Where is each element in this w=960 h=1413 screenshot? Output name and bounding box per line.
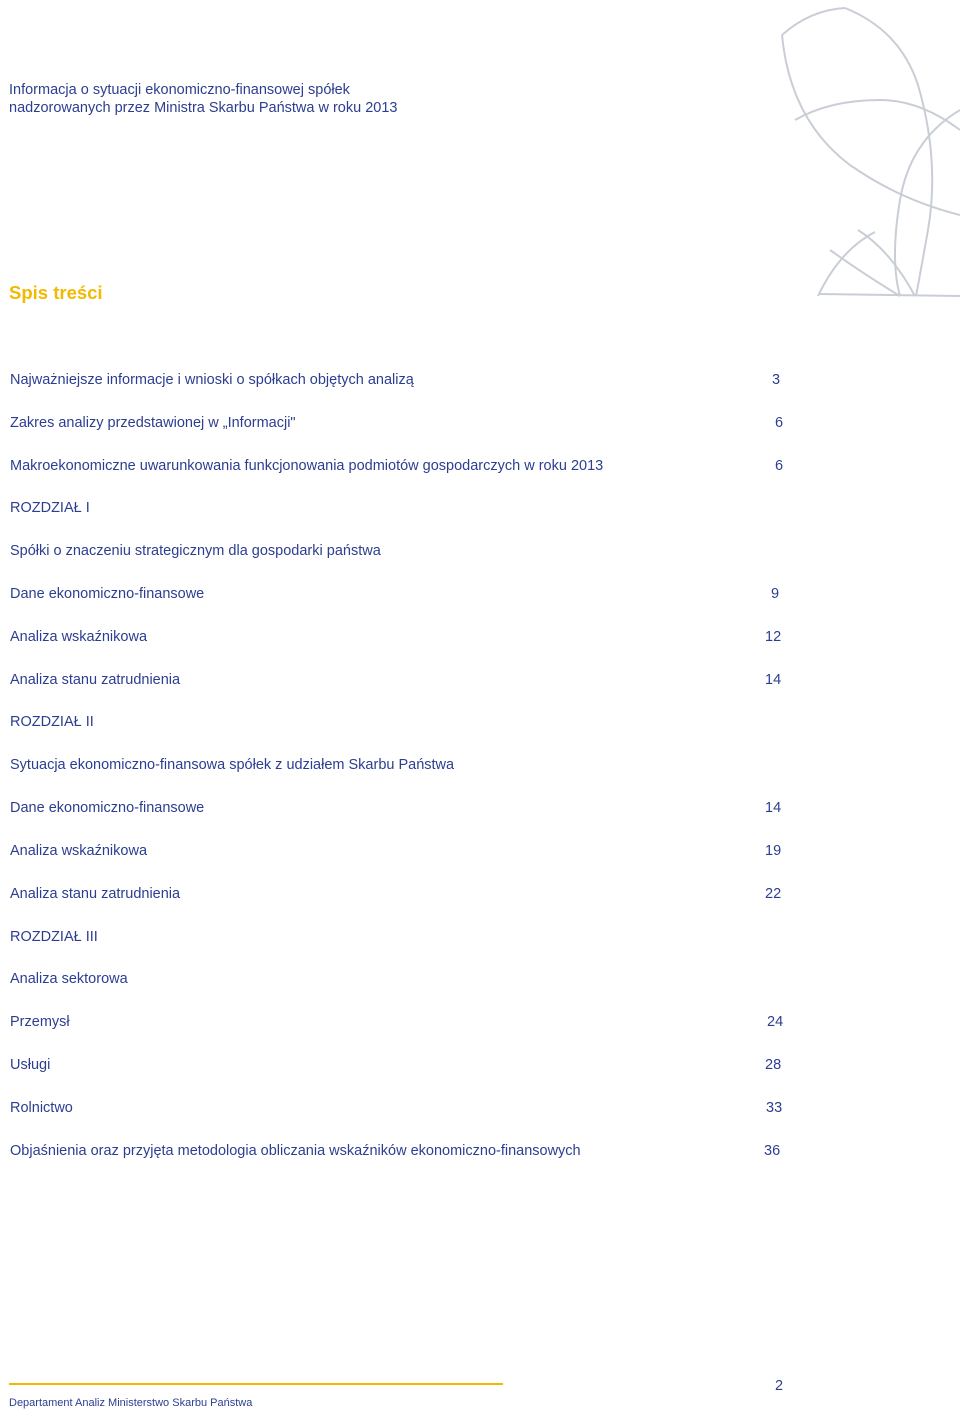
toc-chapter-title-label: Sytuacja ekonomiczno-finansowa spółek z udziałem Skarbu Państwa	[10, 757, 455, 773]
footer-department: Departament Analiz Ministerstwo Skarbu Państwa	[9, 1397, 253, 1409]
toc-entry-page: 22	[765, 886, 782, 902]
toc-entry-label: Przemysł	[10, 1014, 70, 1030]
toc-entry[interactable]	[10, 669, 810, 691]
toc-entry[interactable]	[10, 455, 810, 477]
toc-chapter-label: ROZDZIAŁ I	[10, 500, 90, 516]
toc-chapter-label: ROZDZIAŁ III	[10, 929, 98, 945]
toc-chapter-title-label: Analiza sektorowa	[10, 971, 128, 987]
toc-entry-page: 9	[771, 586, 780, 602]
toc-entry[interactable]	[10, 840, 810, 862]
header-title-line-1: Informacja o sytuacji ekonomiczno-finansowej spółek	[9, 82, 350, 98]
toc-entry[interactable]	[10, 1054, 810, 1076]
toc-entry-label: Dane ekonomiczno-finansowe	[10, 800, 205, 816]
toc-entry-label: Analiza wskaźnikowa	[10, 629, 148, 645]
toc-entry-label: Analiza stanu zatrudnienia	[10, 672, 181, 688]
toc-chapter-title	[10, 968, 810, 990]
toc-chapter-title-label: Spółki o znaczeniu strategicznym dla gospodarki państwa	[10, 543, 381, 559]
toc-chapter-heading	[10, 497, 810, 519]
toc-entry[interactable]	[10, 369, 810, 391]
toc-entry-page: 6	[775, 458, 784, 474]
toc-title: Spis treści	[9, 282, 103, 303]
toc-entry-page: 14	[765, 800, 782, 816]
toc-entry[interactable]	[10, 412, 810, 434]
toc-chapter-heading	[10, 711, 810, 733]
toc-entry-label: Zakres analizy przedstawionej w „Informacji"	[10, 415, 296, 431]
toc-entry[interactable]	[10, 797, 810, 819]
footer-page-number: 2	[775, 1378, 784, 1394]
toc-entry-label: Dane ekonomiczno-finansowe	[10, 586, 205, 602]
toc-entry-page: 28	[765, 1057, 782, 1073]
toc-entry-page: 36	[764, 1143, 781, 1159]
toc-chapter-label: ROZDZIAŁ II	[10, 714, 94, 730]
toc-entry-page: 6	[775, 415, 784, 431]
toc-entry-page: 14	[765, 672, 782, 688]
toc-entry-label: Rolnictwo	[10, 1100, 73, 1116]
toc-entry-label: Makroekonomiczne uwarunkowania funkcjonowania podmiotów gospodarczych w roku 2013	[10, 458, 604, 474]
toc-entry-page: 33	[766, 1100, 783, 1116]
toc-entry[interactable]	[10, 1097, 810, 1119]
toc-entry[interactable]	[10, 626, 810, 648]
toc-entry-page: 12	[765, 629, 782, 645]
toc-chapter-title	[10, 754, 810, 776]
toc-entry-label: Analiza wskaźnikowa	[10, 843, 148, 859]
toc-chapter-title	[10, 540, 810, 562]
toc-entry-page: 3	[772, 372, 781, 388]
toc-entry[interactable]	[10, 1011, 810, 1033]
toc-entry-label: Najważniejsze informacje i wnioski o spółkach objętych analizą	[10, 372, 414, 388]
toc-entry[interactable]	[10, 883, 810, 905]
toc-chapter-heading	[10, 926, 810, 948]
footer-rule	[9, 1383, 503, 1385]
toc-entry[interactable]	[10, 1140, 810, 1162]
header-title-line-2: nadzorowanych przez Ministra Skarbu Państwa w roku 2013	[9, 100, 398, 116]
toc-entry-label: Usługi	[10, 1057, 51, 1073]
toc-entry-page: 19	[765, 843, 782, 859]
toc-entry-page: 24	[767, 1014, 784, 1030]
toc-entry-label: Objaśnienia oraz przyjęta metodologia obliczania wskaźników ekonomiczno-finansowych	[10, 1143, 581, 1159]
toc-entry[interactable]	[10, 583, 810, 605]
toc-entry-label: Analiza stanu zatrudnienia	[10, 886, 181, 902]
decorative-logo-graphic	[770, 0, 960, 300]
